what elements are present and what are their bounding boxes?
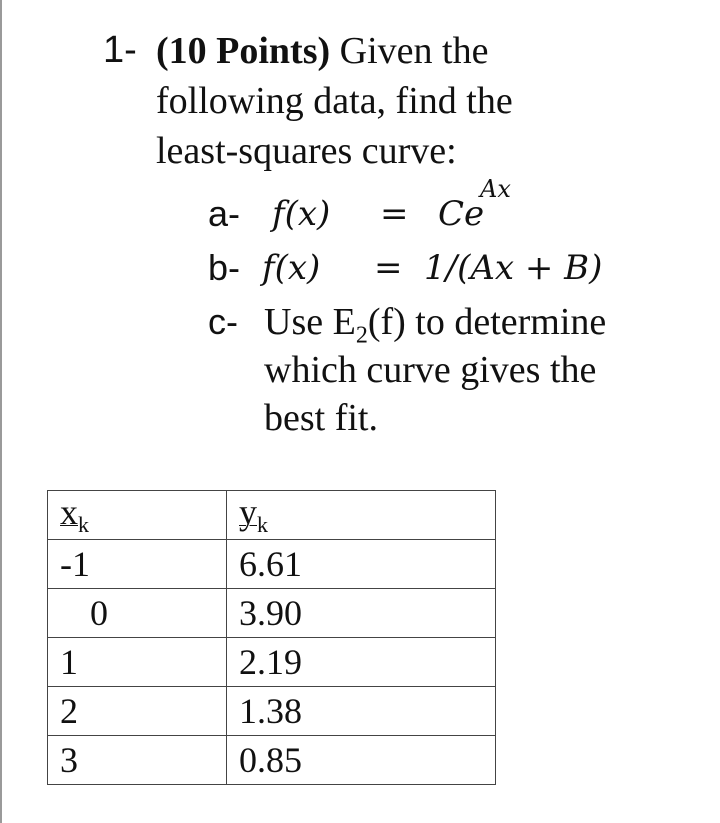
part-c-text-before: Use E (264, 301, 356, 343)
part-a-lhs-text: f(x) (272, 194, 331, 234)
part-c-label: c- (208, 301, 238, 342)
table-row (48, 540, 496, 589)
page-left-border (0, 0, 2, 823)
table-row (48, 736, 496, 785)
part-a-label: a- (208, 193, 241, 234)
part-a-rhs-base: Ce (438, 194, 485, 234)
cell-x: 3 (48, 736, 227, 785)
part-b-rhs: 1/(Ax + B) (424, 248, 603, 288)
table-row (48, 638, 496, 687)
table-row (48, 687, 496, 736)
question-points: (10 Points) (156, 30, 331, 72)
cell-x: -1 (48, 540, 227, 589)
part-a-rhs (438, 192, 484, 236)
part-b-lhs-text: f(x) (262, 248, 321, 288)
part-b-label: b- (208, 247, 241, 288)
data-table (47, 490, 496, 785)
cell-x: 2 (48, 687, 227, 736)
cell-y: 1.38 (227, 687, 496, 736)
part-a-equals: = (380, 194, 409, 234)
part-a-exponent: Ax (480, 175, 511, 203)
cell-y: 6.61 (227, 540, 496, 589)
header-x-base: x (60, 492, 78, 533)
part-a-lhs (272, 192, 330, 236)
question-text: Given the following data, find the least-squares curve: (156, 30, 513, 172)
cell-y: 3.90 (227, 589, 496, 638)
cell-y: 0.85 (227, 736, 496, 785)
header-xk (48, 491, 227, 540)
table-row (48, 589, 496, 638)
header-yk (227, 491, 496, 540)
cell-x: 1 (48, 638, 227, 687)
part-c-text-after: (f) to determine which curve gives the best fit. (264, 301, 607, 439)
table-header-row (48, 491, 496, 540)
part-c-subscript: 2 (355, 322, 368, 349)
header-x-sub: k (78, 512, 89, 538)
header-y-sub: k (257, 512, 268, 538)
part-b-equals: = (374, 248, 403, 288)
part-c-text-block (264, 298, 664, 442)
cell-y: 2.19 (227, 638, 496, 687)
header-y-base: y (239, 492, 257, 533)
cell-x: 0 (48, 589, 227, 638)
part-b-lhs (262, 246, 320, 290)
question-number: 1- (103, 29, 137, 71)
question-text-block (156, 26, 596, 176)
